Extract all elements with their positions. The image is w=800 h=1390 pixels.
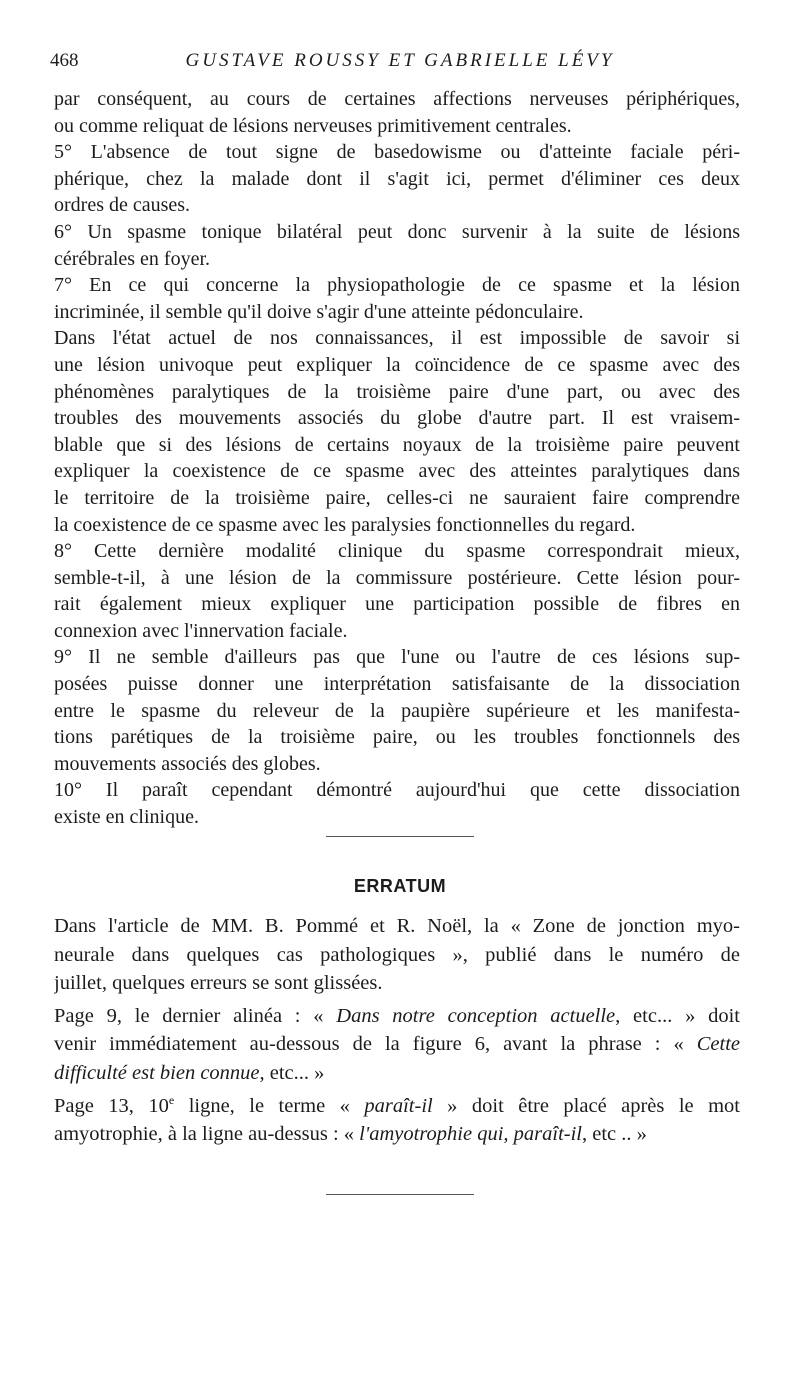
text-line: 8° Cette dernière modalité clinique du spasme correspondrait mieux, <box>54 540 740 563</box>
text-line: rait également mieux expliquer une participation possible de fibres en <box>54 593 740 616</box>
text-line: une lésion univoque peut expliquer la coïncidence de ce spasme avec des <box>54 353 740 376</box>
section-divider <box>326 836 474 837</box>
text-line: Dans l'article de MM. B. Pommé et R. Noël, la « Zone de jonction myo- <box>54 915 740 937</box>
text-line: expliquer la coexistence de ce spasme avec des atteintes paralytiques dans <box>54 460 740 483</box>
text-line: mouvements associés des globes. <box>54 752 321 775</box>
text-line: le territoire de la troisième paire, celles-ci ne sauraient faire comprendre <box>54 486 740 509</box>
text-line: la coexistence de ce spasme avec les paralysies fonctionnelles du regard. <box>54 513 636 536</box>
article-body <box>54 86 740 831</box>
erratum-heading: ERRATUM <box>353 876 447 896</box>
section-divider <box>326 1194 474 1195</box>
text-line: 10° Il paraît cependant démontré aujourd'hui que cette dissociation <box>54 779 740 802</box>
text-line: phérique, chez la malade dont il s'agit ici, permet d'éliminer ces deux <box>54 167 740 190</box>
text-line: semble-t-il, à une lésion de la commissure postérieure. Cette lésion pour- <box>54 566 740 589</box>
text-line: neurale dans quelques cas pathologiques », publié dans le numéro de <box>54 943 740 966</box>
text-line: incriminée, il semble qu'il doive s'agir d'une atteinte pédonculaire. <box>54 300 584 323</box>
running-title: GUSTAVE ROUSSY ET GABRIELLE LÉVY <box>185 50 615 71</box>
text-line: juillet, quelques erreurs se sont glissées. <box>54 972 383 995</box>
page-number: 468 <box>50 50 79 71</box>
text-line: existe en clinique. <box>54 806 199 829</box>
text-line: par conséquent, au cours de certaines affections nerveuses périphériques, <box>54 88 740 110</box>
text-line: cérébrales en foyer. <box>54 247 211 270</box>
erratum-body <box>54 912 740 1149</box>
text-line: entre le spasme du releveur de la paupière supérieure et les manifesta- <box>54 699 740 722</box>
text-line: Dans l'état actuel de nos connaissances, il est impossible de savoir si <box>54 327 740 350</box>
text-line: ordres de causes. <box>54 194 191 217</box>
text-line: tions parétiques de la troisième paire, ou les troubles fonctionnels des <box>54 726 740 749</box>
text-line: 7° En ce qui concerne la physiopathologie de ce spasme et la lésion <box>54 274 740 297</box>
text-line: venir immédiatement au-dessous de la figure 6, avant la phrase : « Cette <box>54 1033 740 1056</box>
text-line: amyotrophie, à la ligne au-dessus : « l'amyotrophie qui, paraît-il, etc .. » <box>54 1123 647 1146</box>
page-header <box>50 50 750 76</box>
text-line: phénomènes paralytiques de la troisième paire d'une part, ou avec des <box>54 380 740 403</box>
text-line: Page 9, le dernier alinéa : « Dans notre conception actuelle, etc... » doit <box>54 1004 740 1027</box>
text-line: 9° Il ne semble d'ailleurs pas que l'une ou l'autre de ces lésions sup- <box>54 646 740 669</box>
text-line: ou comme reliquat de lésions nerveuses primitivement centrales. <box>54 114 572 137</box>
text-line: connexion avec l'innervation faciale. <box>54 619 348 642</box>
text-line: difficulté est bien connue, etc... » <box>54 1061 325 1084</box>
text-line: troubles des mouvements associés du globe d'autre part. Il est vraisem- <box>54 407 740 430</box>
text-line: posées puisse donner une interprétation satisfaisante de la dissociation <box>54 673 740 696</box>
text-line: blable que si des lésions de certains noyaux de la troisième paire peuvent <box>54 433 740 456</box>
text-line: 5° L'absence de tout signe de basedowisme ou d'atteinte faciale péri- <box>54 141 740 164</box>
text-line: 6° Un spasme tonique bilatéral peut donc survenir à la suite de lésions <box>54 220 740 243</box>
text-line: Page 13, 10e ligne, le terme « paraît-il » doit être placé après le mot <box>54 1092 740 1117</box>
